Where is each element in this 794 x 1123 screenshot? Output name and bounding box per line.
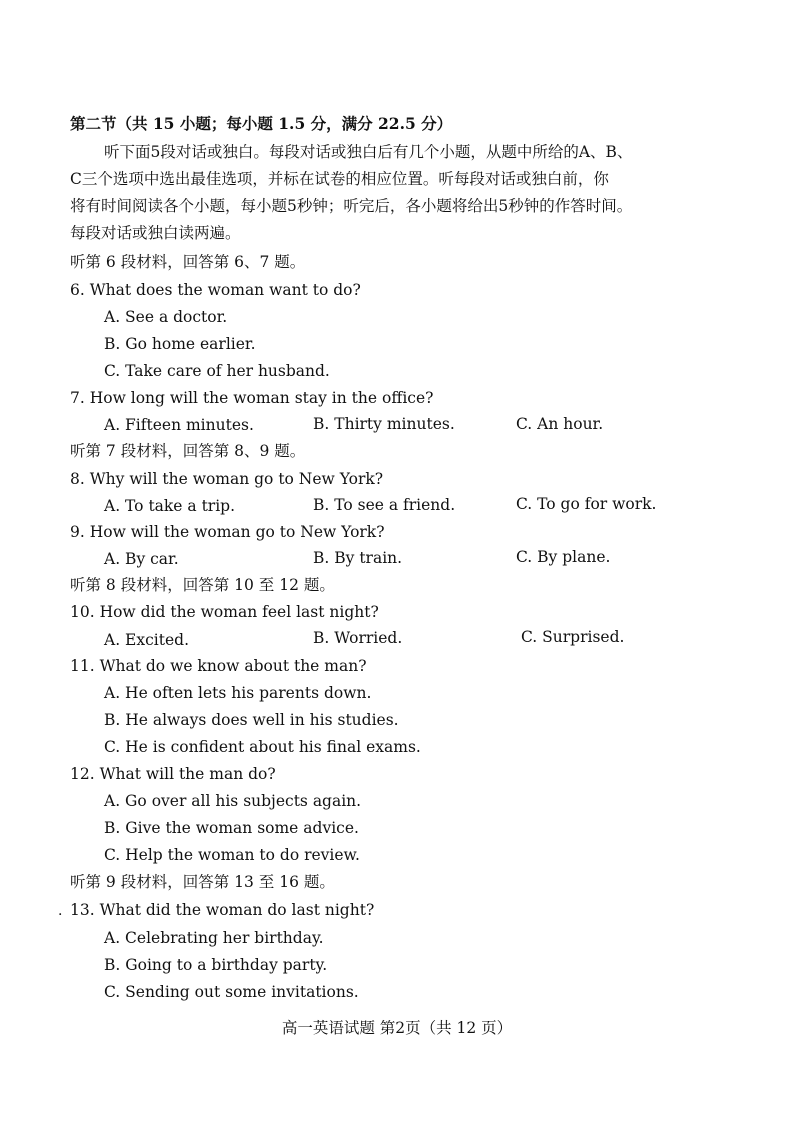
- q12-option-c: C. Help the woman to do review.: [104, 846, 360, 864]
- q7-option-c: C. An hour.: [516, 415, 604, 433]
- question-9: 9. How will the woman go to New York?: [70, 523, 385, 541]
- question-10: 10. How did the woman feel last night?: [70, 603, 379, 621]
- page-footer: 高一英语试题 第2页（共 12 页）: [281, 1019, 513, 1037]
- material-heading-9: 听第 9 段材料，回答第 13 至 16 题。: [70, 873, 335, 891]
- q7-option-a: A. Fifteen minutes.: [104, 416, 254, 434]
- q13-option-a: A. Celebrating her birthday.: [104, 929, 324, 947]
- q10-option-a: A. Excited.: [104, 631, 189, 649]
- q11-option-c: C. He is confident about his final exams.: [104, 738, 421, 756]
- instruction-line-4: 每段对话或独白读两遍。: [70, 224, 241, 242]
- scan-mark: ·: [58, 907, 63, 923]
- q7-option-b: B. Thirty minutes.: [313, 415, 455, 433]
- material-heading-8: 听第 8 段材料，回答第 10 至 12 题。: [70, 576, 335, 594]
- question-13: 13. What did the woman do last night?: [70, 901, 375, 919]
- q13-option-c: C. Sending out some invitations.: [104, 983, 359, 1001]
- q8-option-a: A. To take a trip.: [104, 497, 236, 515]
- q10-option-b: B. Worried.: [313, 629, 403, 647]
- instruction-line-1: 听下面5段对话或独白。每段对话或独白后有几个小题，从题中所给的A、B、: [104, 143, 633, 161]
- question-8: 8. Why will the woman go to New York?: [70, 470, 384, 488]
- material-heading-6: 听第 6 段材料，回答第 6、7 题。: [70, 253, 306, 271]
- q6-option-c: C. Take care of her husband.: [104, 362, 330, 380]
- section-title: 第二节（共 15 小题；每小题 1.5 分，满分 22.5 分）: [70, 114, 453, 133]
- question-12: 12. What will the man do?: [70, 765, 276, 783]
- q6-option-b: B. Go home earlier.: [104, 335, 256, 353]
- q8-option-b: B. To see a friend.: [313, 496, 456, 514]
- q9-option-b: B. By train.: [313, 549, 403, 567]
- instruction-line-2: C三个选项中选出最佳选项，并标在试卷的相应位置。听每段对话或独白前，你: [70, 170, 609, 188]
- q10-option-c: C. Surprised.: [521, 628, 625, 646]
- question-11: 11. What do we know about the man?: [70, 657, 367, 675]
- q13-option-b: B. Going to a birthday party.: [104, 956, 328, 974]
- q9-option-c: C. By plane.: [516, 548, 611, 566]
- q12-option-a: A. Go over all his subjects again.: [104, 792, 362, 810]
- q11-option-a: A. He often lets his parents down.: [104, 684, 372, 702]
- material-heading-7: 听第 7 段材料，回答第 8、9 题。: [70, 442, 306, 460]
- q12-option-b: B. Give the woman some advice.: [104, 819, 359, 837]
- question-6: 6. What does the woman want to do?: [70, 281, 361, 299]
- q8-option-c: C. To go for work.: [516, 495, 657, 513]
- q11-option-b: B. He always does well in his studies.: [104, 711, 399, 729]
- instruction-line-3: 将有时间阅读各个小题，每小题5秒钟；听完后，各小题将给出5秒钟的作答时间。: [70, 197, 633, 215]
- question-7: 7. How long will the woman stay in the office?: [70, 389, 434, 407]
- q9-option-a: A. By car.: [104, 550, 179, 568]
- q6-option-a: A. See a doctor.: [104, 308, 228, 326]
